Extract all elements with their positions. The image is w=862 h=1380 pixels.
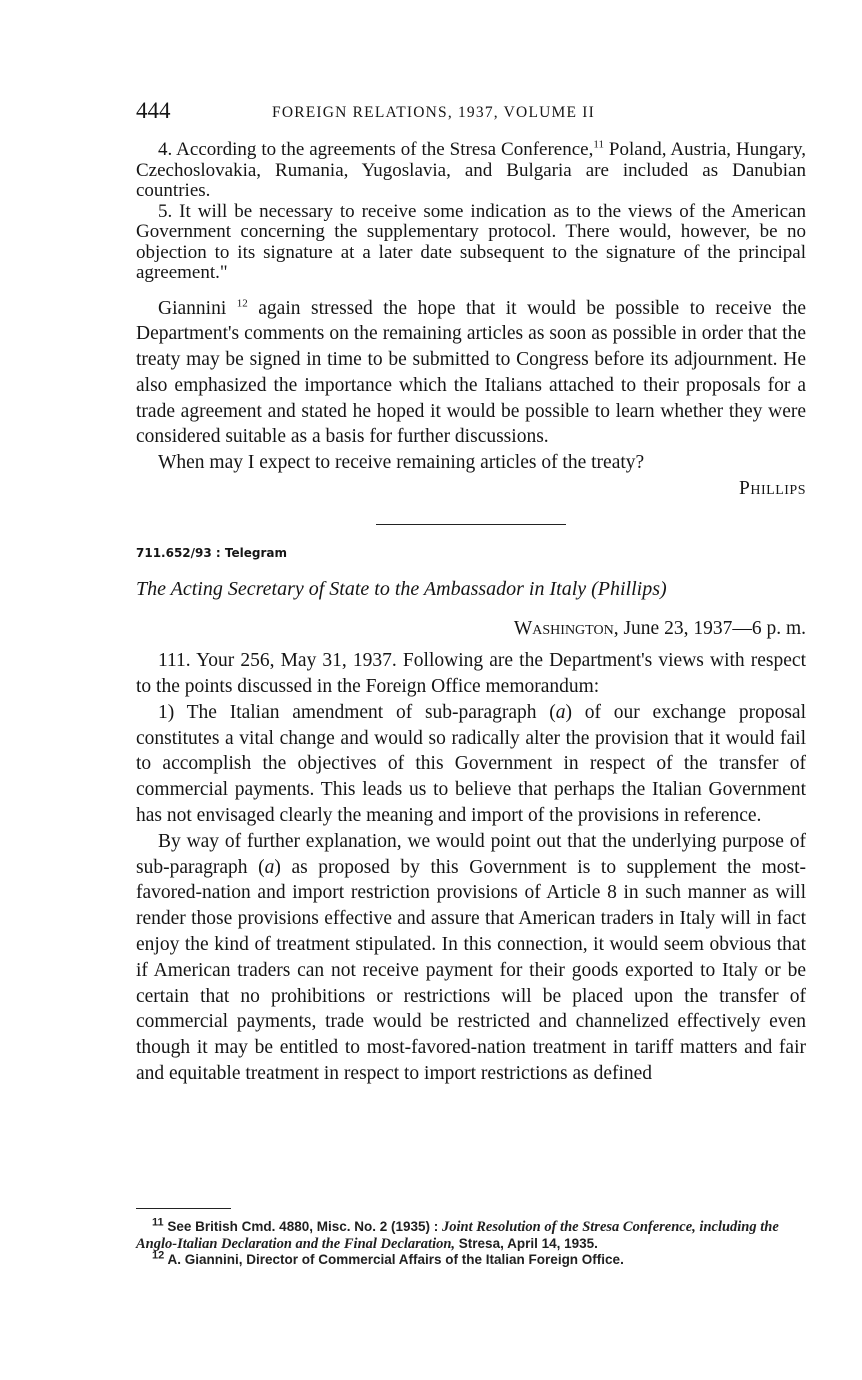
- text-segment: Joint Resolution of the Stresa Conference, including the Anglo-Italian Declaration and the Final Declaration,: [136, 1219, 779, 1252]
- text-segment: a: [264, 856, 275, 878]
- document-title: The Acting Secretary of State to the Ambassador in Italy (Phillips): [136, 577, 667, 600]
- footnote-12: [136, 1249, 806, 1268]
- text-segment: By way of further explanation, we would point out that the underlying purpose of sub-paragraph (: [136, 830, 806, 878]
- footnotes: [136, 1208, 806, 1268]
- file-reference: 711.652/93 : Telegram: [136, 545, 287, 560]
- paragraph-giannini: [136, 296, 806, 451]
- signature: Phillips: [739, 478, 806, 500]
- footnote-ref-12[interactable]: 12: [236, 297, 248, 309]
- text-segment: a: [555, 701, 566, 723]
- text-segment: 1) The Italian amendment of sub-paragraph (: [158, 701, 556, 723]
- page-number: 444: [136, 98, 171, 123]
- date: June 23, 1937—6 p. m.: [618, 618, 806, 640]
- place: Washington,: [513, 618, 619, 640]
- section-divider: [376, 524, 566, 525]
- quoted-memorandum: [136, 140, 806, 284]
- paragraph-question: When may I expect to receive remaining articles of the treaty?: [158, 452, 645, 474]
- page-body: [136, 140, 806, 1087]
- footnote-11: [136, 1216, 806, 1252]
- page-header: [136, 98, 806, 132]
- text-segment: A. Giannini, Director of Commercial Affairs of the Italian Foreign Office.: [167, 1252, 624, 1267]
- paragraph-point-1: [136, 700, 806, 829]
- footnote-divider: [136, 1208, 231, 1209]
- running-head: FOREIGN RELATIONS, 1937, VOLUME II: [272, 104, 595, 121]
- text-segment: 4. According to the agreements of the Stresa Conference,: [158, 139, 594, 160]
- text-segment: Poland, Austria, Hungary, Czechoslovakia, Rumania, Yugoslavia, and Bulgaria are included as Danubian countries.: [136, 139, 806, 201]
- quote-paragraph-5: 5. It will be necessary to receive some indication as to the views of the American Government concerning the supplementary protocol. There would, however, be no objection to its signature at a later date subsequent to the signature of the principal agreement.": [136, 200, 806, 283]
- footnote-number: 11: [152, 1216, 164, 1229]
- text-segment: ) as proposed by this Government is to supplement the most-favored-nation and import restriction provisions of Article 8 in such manner as will render those provisions effective and assure that American traders in Italy will in fact enjoy the kind of treatment stipulated. In this connection, it would seem obvious that if American traders can not receive payment for their goods exported to Italy or be certain that no prohibitions or restrictions will be placed upon the transfer of commercial payments, trade would be restricted and channelized effectively even though it may be entitled to most-favored-nation treatment in tariff matters and fair and equitable treatment in respect to import restrictions as defined: [136, 856, 806, 1085]
- footnote-number: 12: [152, 1249, 165, 1262]
- quote-paragraph-4: [136, 140, 806, 202]
- footnote-ref-11[interactable]: 11: [593, 138, 604, 151]
- dateline: [136, 616, 806, 642]
- text-segment: Stresa, April 14, 1935.: [455, 1235, 598, 1251]
- text-segment: ) of our exchange proposal constitutes a vital change and would so radically alter the provision that it would fail to accomplish the objectives of this Government in respect of the transfer of commercial payments. This leads us to believe that perhaps the Italian Government has not envisaged clearly the meaning and import of the provisions in reference.: [136, 701, 806, 827]
- text-segment: again stressed the hope that it would be possible to receive the Department's comments on the remaining articles as soon as possible in order that the treaty may be signed in time to be submitted to Congress before its adjournment. He also emphasized the importance which the Italians attached to their proposals for a trade agreement and stated he hoped it would be possible to learn whether they were considered suitable as a basis for further discussions.: [136, 297, 806, 448]
- text-segment: Giannini: [158, 297, 227, 319]
- paragraph-explanation: [136, 829, 806, 1087]
- text-segment: See British Cmd. 4880, Misc. No. 2 (1935) :: [167, 1219, 443, 1234]
- paragraph-111: 111. Your 256, May 31, 1937. Following are the Department's views with respect to the points discussed in the Foreign Office memorandum:: [136, 650, 806, 698]
